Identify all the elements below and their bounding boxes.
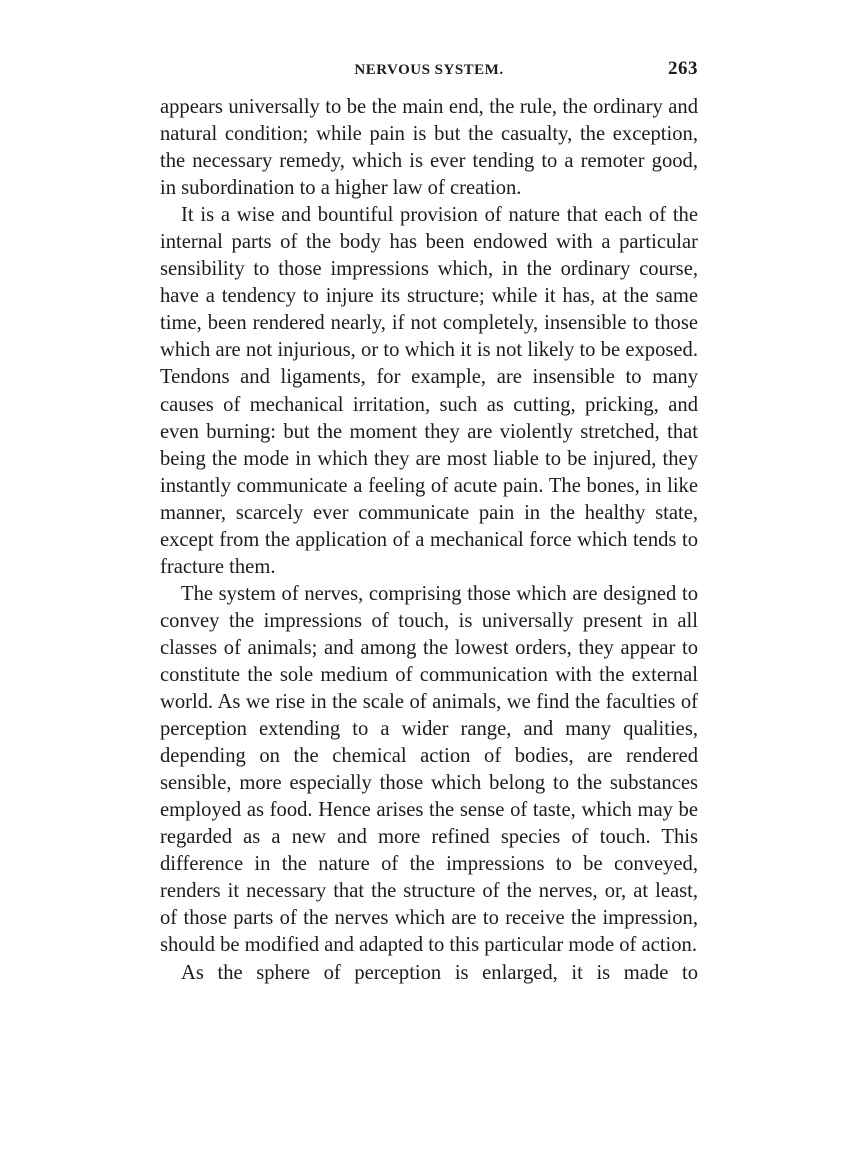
paragraph-sphere-of-perception: As the sphere of perception is enlarged, it is made to xyxy=(181,961,698,984)
page-number: 263 xyxy=(668,58,698,79)
running-title: NERVOUS SYSTEM. xyxy=(354,62,504,78)
paragraph-internal-sensibility: It is a wise and bountiful provision of nature that each of the internal parts of the body has been endowed with a particular sensibility to those impressions which, in the ordinary course, have a tendency to injure its structure; while it has, at the same time, been rendered nearly, if not completely, insensible to those which are not injurious, or to which it is not likely to be exposed. Tendons and ligaments, for example, are insensible to many causes of mechanical irritation, such as cutting, pricking, and even burning: but the moment they are violently stretched, that being the mode in which they are most liable to be injured, they instantly communicate a feeling of acute pain. The bones, in like manner, scarcely ever communicate pain in the healthy state, except from the application of a mechanical force which tends to fracture them. xyxy=(160,204,698,578)
book-page xyxy=(160,58,698,987)
paragraph-system-of-nerves: The system of nerves, comprising those which are designed to convey the impressions of touch, is universally present in all classes of animals; and among the lowest orders, they appear to constitute the sole medium of communication with the external world. As we rise in the scale of animals, we find the faculties of perception extending to a wider range, and many qualities, depending on the chemical action of bodies, are rendered sensible, more especially those which belong to the substances employed as food. Hence arises the sense of taste, which may be regarded as a new and more refined species of touch. This difference in the nature of the impressions to be conveyed, renders it necessary that the structure of the nerves, or, at least, of those parts of the nerves which are to receive the impression, should be modified and adapted to this particular mode of action. xyxy=(160,582,698,957)
running-head xyxy=(160,58,698,88)
paragraph-continuation: appears universally to be the main end, the rule, the ordinary and natural condition; while pain is but the casualty, the exception, the necessary remedy, which is ever tending to a remoter good, in subordination to a higher law of creation. xyxy=(160,96,698,200)
body-text xyxy=(160,94,698,987)
